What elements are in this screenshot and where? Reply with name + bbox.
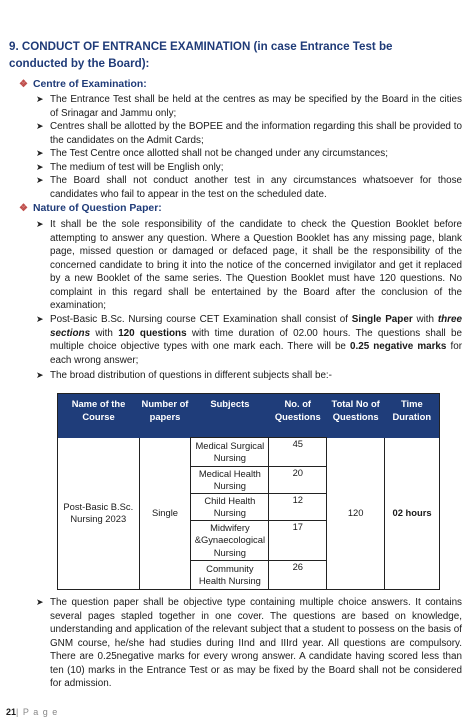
list-item: ➤ Centres shall be allotted by the BOPEE and the information regarding this shall be provided to the candidates on the Admit Cards; (36, 121, 462, 146)
questions-cell: 17 (269, 521, 327, 561)
total-cell: 120 (327, 438, 385, 590)
table-header-row (58, 394, 440, 438)
table-row (58, 438, 440, 467)
subject-cell: Community Health Nursing (191, 561, 269, 590)
arrow-bullet-icon: ➤ (36, 314, 44, 324)
arrow-bullet-icon: ➤ (36, 219, 44, 229)
list-item: ➤ The Test Centre once allotted shall not be changed under any circumstances; (36, 148, 388, 159)
list-item: ➤ The medium of test will be English only; (36, 162, 224, 173)
centre-title: Centre of Examination: (32, 79, 147, 90)
list-item: ➤ The broad distribution of questions in different subjects shall be:- (36, 370, 332, 381)
section-heading: 9. CONDUCT OF ENTRANCE EXAMINATION (in case Entrance Test be conducted by the Board): (9, 40, 393, 70)
page-number: 21 (6, 707, 17, 717)
header-duration: Time Duration (385, 394, 440, 438)
arrow-bullet-icon: ➤ (36, 175, 44, 185)
page-footer (6, 707, 58, 717)
header-papers: Number of papers (139, 394, 191, 438)
duration-cell: 02 hours (385, 438, 440, 590)
header-subjects: Subjects (191, 394, 269, 438)
questions-cell: 20 (269, 467, 327, 494)
arrow-bullet-icon: ➤ (36, 121, 44, 131)
centre-subheading (19, 79, 147, 90)
header-course: Name of the Course (58, 394, 140, 438)
diamond-bullet-icon: ❖ (19, 203, 28, 214)
subject-cell: Medical Health Nursing (191, 467, 269, 494)
page-label: | P a g e (16, 707, 59, 717)
arrow-bullet-icon: ➤ (36, 162, 44, 172)
subject-cell: Midwifery &Gynaecological Nursing (191, 521, 269, 561)
question-distribution-table (57, 393, 440, 590)
list-item: ➤ The question paper shall be objective type containing multiple choice answers. It contains several pages stapled together in one cover. The questions are based on knowledge, understanding and application of the relevant subject that a student to possess on the basis of GNM course, he/she had studies during IInd and IIIrd year. All questions are compulsory. There are 0.25negative marks for every wrong answer. A candidate having scored less than ten (10) marks in the Entrance Test or as may be fixed by the Board shall not be considered for admission. (36, 597, 462, 689)
questions-cell: 12 (269, 494, 327, 521)
diamond-bullet-icon: ❖ (19, 79, 28, 90)
papers-cell: Single (139, 438, 191, 590)
arrow-bullet-icon: ➤ (36, 94, 44, 104)
header-total: Total No of Questions (327, 394, 385, 438)
questions-cell: 45 (269, 438, 327, 467)
list-item: ➤ The Board shall not conduct another test in any circumstances whatsoever for those candidates who fail to appear in the test on the scheduled date. (36, 175, 462, 200)
subject-cell: Medical Surgical Nursing (191, 438, 269, 467)
list-item: ➤ The Entrance Test shall be held at the centres as may be specified by the Board in the cities of Srinagar and Jammu only; (36, 94, 462, 119)
list-item: ➤ Post-Basic B.Sc. Nursing course CET Examination shall consist of Single Paper with three sections with 120 questions with time duration of 02.00 hours. The questions shall be multiple choice objective types with one mark each. There will be 0.25 negative marks for each wrong answer; (36, 314, 462, 366)
subject-cell: Child Health Nursing (191, 494, 269, 521)
arrow-bullet-icon: ➤ (36, 370, 44, 380)
arrow-bullet-icon: ➤ (36, 148, 44, 158)
questions-cell: 26 (269, 561, 327, 590)
arrow-bullet-icon: ➤ (36, 597, 44, 607)
course-cell: Post-Basic B.Sc. Nursing 2023 (63, 500, 134, 525)
header-questions: No. of Questions (269, 394, 327, 438)
nature-subheading (19, 203, 162, 214)
nature-title: Nature of Question Paper: (32, 203, 162, 214)
list-item: ➤ It shall be the sole responsibility of the candidate to check the Question Booklet before attempting to answer any question. Where a Question Booklet has any missing page, blank page, missed question or damaged or defaced page, it shall be the responsibility of the concerned candidate to bring it into the notice of the concerned invigilator and get it replaced by a new Booklet of the same series. The Question Booklet must have 120 questions. No complaint in this regard shall be entertained by the Board after the conclusion of the examination; (36, 219, 462, 311)
